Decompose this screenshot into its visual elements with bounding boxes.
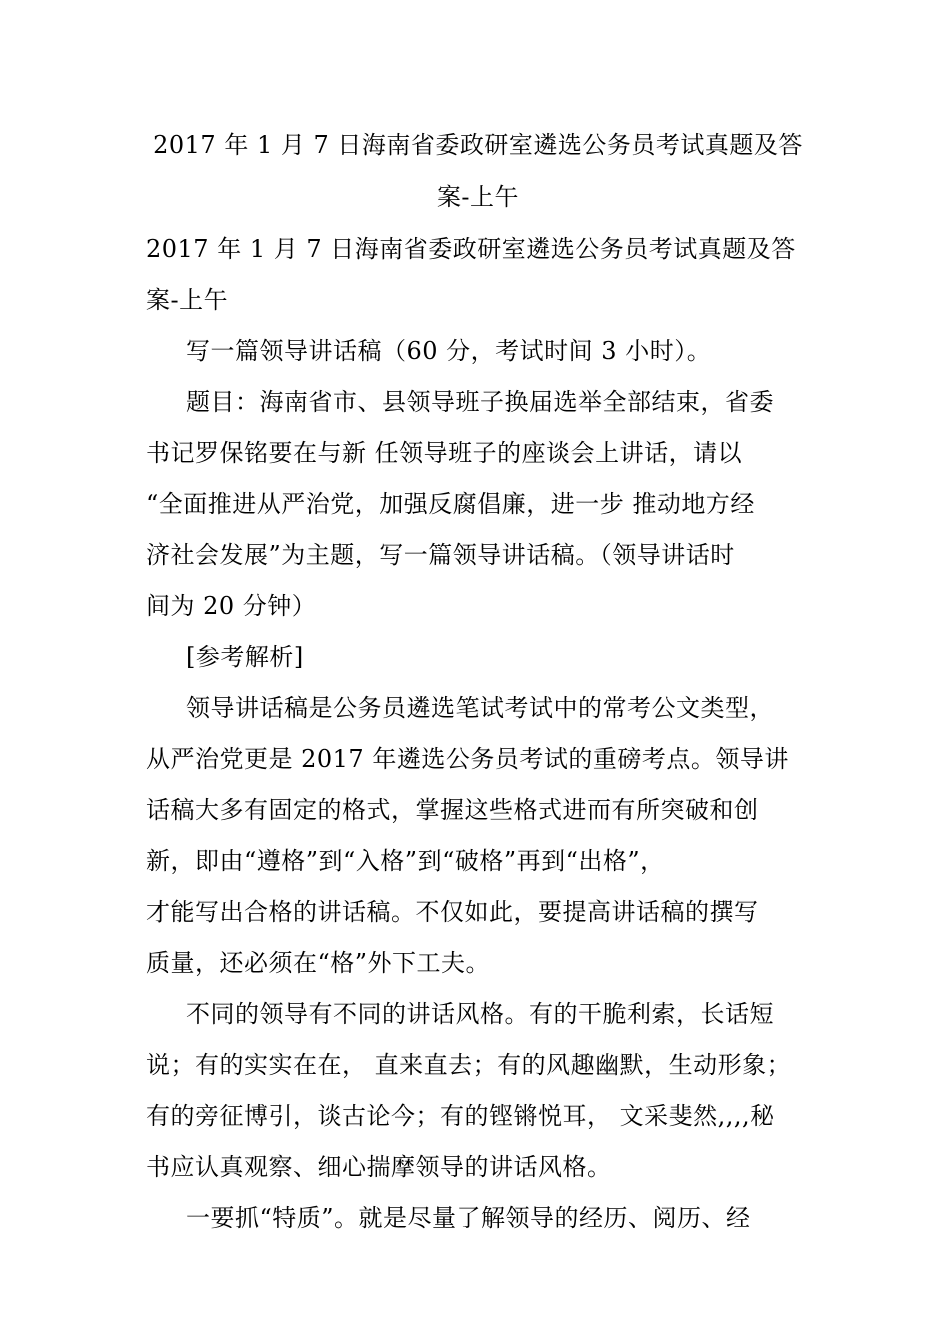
body-line: 有的旁征博引，谈古论今；有的铿锵悦耳， 文采斐然,,,,秘	[146, 1102, 775, 1130]
document-body	[146, 232, 810, 1252]
body-line: 书应认真观察、细心揣摩领导的讲话风格。	[146, 1153, 612, 1181]
body-line: 新，即由“遵格”到“入格”到“破格”再到“出格”，	[146, 847, 665, 875]
body-line: 领导讲话稿是公务员遴选笔试考试中的常考公文类型，	[186, 694, 774, 722]
body-line: “全面推进从严治党，加强反腐倡廉，进一步 推动地方经	[146, 490, 755, 518]
body-line: 质量，还必须在“格”外下工夫。	[146, 949, 491, 977]
body-line: 2017 年 1 月 7 日海南省委政研室遴选公务员考试真题及答	[146, 235, 796, 263]
document-page	[146, 128, 810, 1252]
body-line: 一要抓“特质”。就是尽量了解领导的经历、阅历、经	[186, 1204, 751, 1232]
body-line: 才能写出合格的讲话稿。不仅如此，要提高讲话稿的撰写	[146, 898, 759, 926]
body-line: 话稿大多有固定的格式，掌握这些格式进而有所突破和创	[146, 796, 759, 824]
body-line: [参考解析]	[186, 643, 304, 671]
body-line: 间为 20 分钟）	[146, 592, 317, 620]
document-title	[146, 128, 810, 232]
body-line: 题目：海南省市、县领导班子换届选举全部结束，省委	[186, 388, 774, 416]
body-line: 从严治党更是 2017 年遴选公务员考试的重磅考点。领导讲	[146, 745, 789, 773]
body-line: 书记罗保铭要在与新 任领导班子的座谈会上讲话，请以	[146, 439, 743, 467]
body-line: 案-上午	[146, 286, 229, 314]
body-line: 说；有的实实在在， 直来直去；有的风趣幽默，生动形象；	[146, 1051, 792, 1079]
title-line: 2017 年 1 月 7 日海南省委政研室遴选公务员考试真题及答	[153, 131, 803, 159]
body-line: 不同的领导有不同的讲话风格。有的干脆利索，长话短	[186, 1000, 774, 1028]
body-line: 济社会发展”为主题，写一篇领导讲话稿。（领导讲话时	[146, 541, 735, 569]
title-line: 案-上午	[436, 183, 520, 211]
body-line: 写一篇领导讲话稿（60 分，考试时间 3 小时）。	[186, 337, 712, 365]
